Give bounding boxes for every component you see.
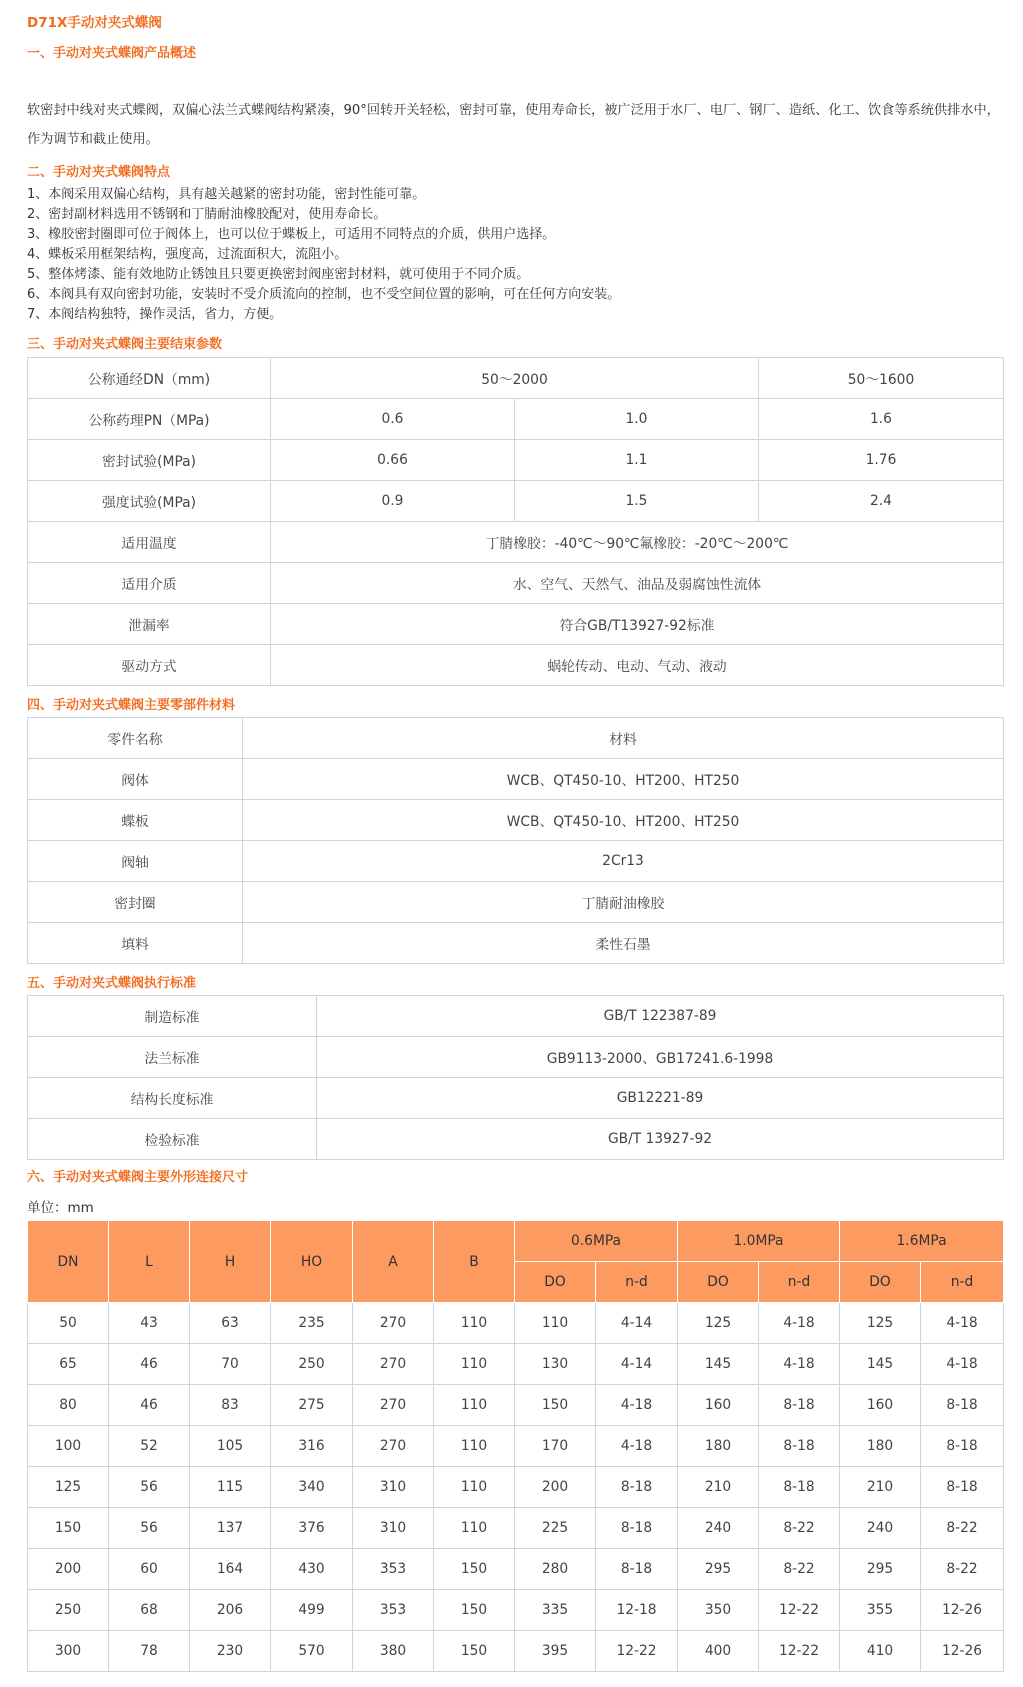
list-item: 4、蝶板采用框架结构，强度高，过流面积大，流阻小。 [27,247,348,262]
table-cell: 400 [678,1631,759,1672]
unit-label: 单位：mm [27,1200,94,1216]
section-features-heading: 二、手动对夹式蝶阀特点 [27,165,171,180]
list-item: 5、整体烤漆、能有效地防止锈蚀且只要更换密封阀座密封材料，就可使用于不同介质。 [27,267,530,282]
table-header-cell: n-d [921,1262,1004,1303]
dimensions-table-body [28,1303,1004,1672]
table-cell: 12-22 [596,1631,678,1672]
table-cell: 驱动方式 [28,645,271,686]
table-cell: 8-22 [759,1549,840,1590]
table-cell: 164 [190,1549,271,1590]
table-cell: 150 [434,1631,515,1672]
table-row [28,996,1004,1037]
materials-table [27,717,1004,964]
table-cell: 水、空气、天然气、油品及弱腐蚀性流体 [271,563,1004,604]
table-cell: 柔性石墨 [243,923,1004,964]
table-cell: 110 [434,1385,515,1426]
table-cell: 225 [515,1508,596,1549]
table-header-cell: DN [28,1221,109,1303]
standards-table [27,995,1004,1160]
table-cell: 4-18 [596,1385,678,1426]
table-cell: 275 [271,1385,353,1426]
table-cell: 泄漏率 [28,604,271,645]
table-cell: 密封圈 [28,882,243,923]
table-cell: 430 [271,1549,353,1590]
overview-paragraph: 软密封中线对夹式蝶阀，双偏心法兰式蝶阀结构紧凑，90°回转开关轻松，密封可靠，使用寿命长，被广泛用于水厂、电厂、钢厂、造纸、化工、饮食等系统供排水中，作为调节和截止使用。 [27,103,1000,147]
table-cell: 270 [353,1303,434,1344]
table-cell: 355 [840,1590,921,1631]
table-cell: 150 [515,1385,596,1426]
table-cell: 160 [840,1385,921,1426]
table-cell: 410 [840,1631,921,1672]
table-cell: 335 [515,1590,596,1631]
table-cell: 零件名称 [28,718,243,759]
table-cell: 阀体 [28,759,243,800]
table-cell: 材料 [243,718,1004,759]
table-cell: 12-22 [759,1631,840,1672]
table-cell: 150 [434,1590,515,1631]
table-cell: 280 [515,1549,596,1590]
table-header-cell: HO [271,1221,353,1303]
dimensions-table [27,1220,1004,1672]
table-cell: 270 [353,1426,434,1467]
table-header-cell: L [109,1221,190,1303]
table-cell: 50～2000 [271,358,759,399]
table-row [28,923,1004,964]
table-cell: 0.9 [271,481,515,522]
table-cell: 46 [109,1385,190,1426]
table-cell: 43 [109,1303,190,1344]
table-cell: 100 [28,1426,109,1467]
table-row [28,1344,1004,1385]
table-cell: 125 [678,1303,759,1344]
table-cell: 4-18 [596,1426,678,1467]
table-cell: 80 [28,1385,109,1426]
table-cell: 240 [840,1508,921,1549]
table-row [28,1303,1004,1344]
table-cell: 填料 [28,923,243,964]
table-cell: 295 [678,1549,759,1590]
table-cell: GB12221-89 [317,1078,1004,1119]
table-cell: 206 [190,1590,271,1631]
table-cell: 1.0 [515,399,759,440]
table-cell: 150 [28,1508,109,1549]
table-cell: 2Cr13 [243,841,1004,882]
table-row [28,440,1004,481]
table-cell: 60 [109,1549,190,1590]
table-row [28,563,1004,604]
page-title: D71X手动对夹式蝶阀 [27,15,162,31]
table-cell: 8-18 [596,1467,678,1508]
table-cell: 235 [271,1303,353,1344]
list-item: 3、橡胶密封圈即可位于阀体上，也可以位于蝶板上，可适用不同特点的介质，供用户选择。 [27,227,556,242]
table-cell: 145 [678,1344,759,1385]
table-cell: 110 [434,1303,515,1344]
table-cell: 4-18 [921,1344,1004,1385]
table-cell: GB/T 13927-92 [317,1119,1004,1160]
section-overview-heading: 一、手动对夹式蝶阀产品概述 [27,46,197,61]
table-cell: 4-14 [596,1303,678,1344]
table-cell: 150 [434,1549,515,1590]
table-cell: 115 [190,1467,271,1508]
table-cell: 130 [515,1344,596,1385]
table-cell: 50 [28,1303,109,1344]
table-header-cell: DO [678,1262,759,1303]
table-cell: 125 [28,1467,109,1508]
table-cell: 8-18 [759,1467,840,1508]
table-row [28,1426,1004,1467]
table-cell: 50～1600 [759,358,1004,399]
table-cell: 180 [678,1426,759,1467]
table-cell: 蜗轮传动、电动、气动、液动 [271,645,1004,686]
table-cell: 316 [271,1426,353,1467]
table-cell: 56 [109,1467,190,1508]
table-cell: 4-18 [921,1303,1004,1344]
table-cell: 376 [271,1508,353,1549]
section-dimensions-heading: 六、手动对夹式蝶阀主要外形连接尺寸 [27,1170,249,1185]
table-cell: 8-22 [921,1549,1004,1590]
list-item: 1、本阀采用双偏心结构，具有越关越紧的密封功能，密封性能可靠。 [27,187,426,202]
table-row [28,1037,1004,1078]
table-row [28,522,1004,563]
table-cell: 蝶板 [28,800,243,841]
table-cell: 570 [271,1631,353,1672]
table-cell: 丁腈耐油橡胶 [243,882,1004,923]
table-cell: 295 [840,1549,921,1590]
table-cell: 4-18 [759,1303,840,1344]
table-cell: 0.66 [271,440,515,481]
table-header-cell: n-d [596,1262,678,1303]
table-cell: 56 [109,1508,190,1549]
table-cell: 公称药理PN（MPa) [28,399,271,440]
table-cell: GB9113-2000、GB17241.6-1998 [317,1037,1004,1078]
table-cell: 8-18 [759,1426,840,1467]
table-cell: 8-18 [596,1508,678,1549]
list-item: 2、密封副材料选用不锈钢和丁腈耐油橡胶配对，使用寿命长。 [27,207,387,222]
table-row [28,1590,1004,1631]
table-cell: 180 [840,1426,921,1467]
table-row [28,1631,1004,1672]
table-cell: 4-18 [759,1344,840,1385]
table-row [28,841,1004,882]
table-cell: 145 [840,1344,921,1385]
table-cell: 125 [840,1303,921,1344]
table-cell: 240 [678,1508,759,1549]
table-cell: 353 [353,1590,434,1631]
table-cell: 78 [109,1631,190,1672]
table-cell: 499 [271,1590,353,1631]
table-cell: 0.6 [271,399,515,440]
features-list [27,185,620,325]
table-cell: 70 [190,1344,271,1385]
table-row [28,759,1004,800]
table-header-cell: n-d [759,1262,840,1303]
table-cell: 8-22 [921,1508,1004,1549]
table-cell: 200 [28,1549,109,1590]
table-cell: 丁腈橡胶：-40℃～90℃氟橡胶：-20℃～200℃ [271,522,1004,563]
table-cell: 8-18 [921,1467,1004,1508]
table-cell: 230 [190,1631,271,1672]
table-header-cell: 1.0MPa [678,1221,840,1262]
table-cell: 1.1 [515,440,759,481]
table-cell: 结构长度标准 [28,1078,317,1119]
table-cell: 395 [515,1631,596,1672]
table-cell: GB/T 122387-89 [317,996,1004,1037]
table-cell: 52 [109,1426,190,1467]
table-cell: 8-18 [759,1385,840,1426]
table-row [28,800,1004,841]
section-params-heading: 三、手动对夹式蝶阀主要结束参数 [27,337,223,352]
table-cell: 强度试验(MPa) [28,481,271,522]
table-cell: 1.6 [759,399,1004,440]
table-row [28,645,1004,686]
table-cell: 检验标准 [28,1119,317,1160]
table-cell: 2.4 [759,481,1004,522]
table-cell: 65 [28,1344,109,1385]
table-row [28,1119,1004,1160]
table-cell: 350 [678,1590,759,1631]
table-row [28,1385,1004,1426]
table-cell: 160 [678,1385,759,1426]
table-row [28,481,1004,522]
table-header-cell: DO [515,1262,596,1303]
table-cell: 210 [840,1467,921,1508]
table-cell: 270 [353,1385,434,1426]
table-cell: 阀轴 [28,841,243,882]
table-cell: 210 [678,1467,759,1508]
table-row [28,1549,1004,1590]
table-cell: 310 [353,1467,434,1508]
section-standards-heading: 五、手动对夹式蝶阀执行标准 [27,976,197,991]
table-header-cell: DO [840,1262,921,1303]
table-cell: 68 [109,1590,190,1631]
table-cell: 8-18 [596,1549,678,1590]
table-cell: 法兰标准 [28,1037,317,1078]
section-materials-heading: 四、手动对夹式蝶阀主要零部件材料 [27,698,236,713]
table-header-cell: A [353,1221,434,1303]
table-row [28,604,1004,645]
table-cell: 12-22 [759,1590,840,1631]
table-cell: 1.5 [515,481,759,522]
table-row [28,1467,1004,1508]
table-row [28,399,1004,440]
table-cell: 300 [28,1631,109,1672]
table-cell: 制造标准 [28,996,317,1037]
table-header-cell: 0.6MPa [515,1221,678,1262]
table-header-row [28,1221,1004,1262]
table-cell: 1.76 [759,440,1004,481]
table-cell: 105 [190,1426,271,1467]
list-item: 7、本阀结构独特，操作灵活，省力，方便。 [27,307,283,322]
table-header-cell: B [434,1221,515,1303]
table-row [28,358,1004,399]
table-cell: 12-26 [921,1590,1004,1631]
table-cell: 12-18 [596,1590,678,1631]
table-cell: 适用温度 [28,522,271,563]
table-cell: 310 [353,1508,434,1549]
table-cell: 110 [434,1426,515,1467]
table-cell: 137 [190,1508,271,1549]
table-cell: 8-22 [759,1508,840,1549]
table-cell: WCB、QT450-10、HT200、HT250 [243,759,1004,800]
table-cell: 8-18 [921,1385,1004,1426]
table-row [28,1508,1004,1549]
table-cell: 4-14 [596,1344,678,1385]
list-item: 6、本阀具有双向密封功能，安装时不受介质流向的控制，也不受空间位置的影响，可在任何方向安装。 [27,287,621,302]
params-table [27,357,1004,686]
table-cell: 110 [434,1508,515,1549]
table-row [28,718,1004,759]
table-cell: 8-18 [921,1426,1004,1467]
table-cell: 110 [434,1467,515,1508]
table-cell: 380 [353,1631,434,1672]
table-cell: 63 [190,1303,271,1344]
table-cell: 110 [434,1344,515,1385]
table-cell: 200 [515,1467,596,1508]
table-row [28,1078,1004,1119]
table-cell: 270 [353,1344,434,1385]
table-cell: 353 [353,1549,434,1590]
table-cell: 46 [109,1344,190,1385]
table-cell: 12-26 [921,1631,1004,1672]
table-cell: 250 [28,1590,109,1631]
table-row [28,882,1004,923]
table-cell: WCB、QT450-10、HT200、HT250 [243,800,1004,841]
table-cell: 公称通经DN（mm) [28,358,271,399]
table-cell: 适用介质 [28,563,271,604]
table-cell: 密封试验(MPa) [28,440,271,481]
table-cell: 83 [190,1385,271,1426]
table-header-cell: H [190,1221,271,1303]
table-cell: 110 [515,1303,596,1344]
table-cell: 170 [515,1426,596,1467]
table-cell: 340 [271,1467,353,1508]
table-cell: 250 [271,1344,353,1385]
table-cell: 符合GB/T13927-92标准 [271,604,1004,645]
table-header-cell: 1.6MPa [840,1221,1004,1262]
